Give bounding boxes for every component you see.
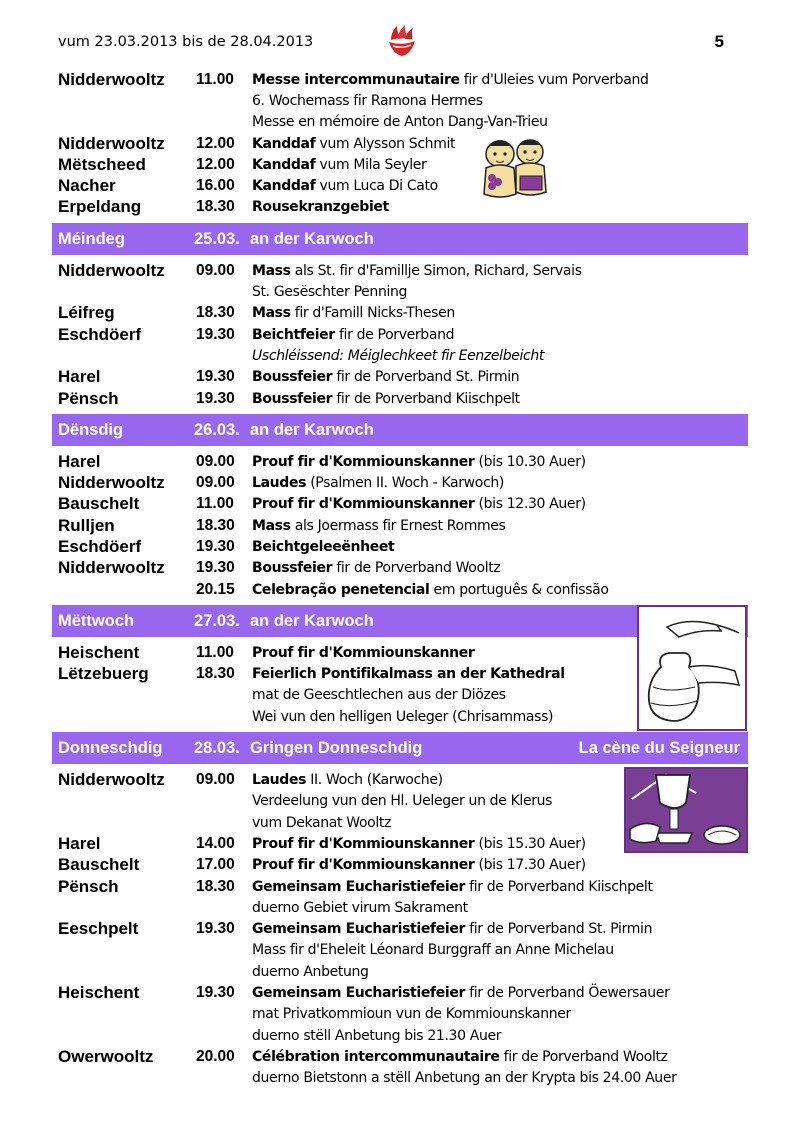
place-name: Nidderwooltz — [58, 558, 165, 578]
event-detail: duerno Anbetung — [252, 963, 369, 980]
event-description — [252, 985, 748, 1001]
event-detail: (bis 15.30 Auer) — [474, 835, 586, 852]
event-description — [252, 284, 748, 300]
event-time: 19.30 — [196, 537, 235, 555]
place-name: Harel — [58, 451, 101, 471]
schedule-row — [58, 855, 748, 876]
event-detail: mat de Geeschtlechen aus der Diözes — [252, 687, 506, 704]
date-range: vum 23.03.2013 bis de 28.04.2013 — [58, 34, 314, 50]
event-description — [252, 475, 748, 491]
place-name: Nidderwooltz — [58, 260, 165, 280]
event-note: Uschléissend: Méiglechkeet fir Eenzelbeicht — [252, 347, 545, 364]
event-detail: vum Luca Di Cato — [315, 178, 438, 195]
event-description — [252, 879, 748, 895]
schedule-row — [58, 961, 748, 982]
event-description — [252, 1006, 748, 1022]
schedule-list — [58, 69, 748, 1089]
event-detail: Wei vun den helligen Ueleger (Chrisammass) — [252, 708, 554, 725]
event-description — [252, 263, 748, 279]
event-time: 18.30 — [196, 665, 235, 683]
event-description — [252, 72, 748, 88]
event-title: Gemeinsam Eucharistiefeier — [252, 878, 466, 895]
event-detail: fir de Porverband — [334, 326, 455, 343]
event-title: Celebração penetencial — [252, 581, 430, 598]
place-name: Lëtzebuerg — [58, 664, 149, 684]
event-detail: (bis 12.30 Auer) — [474, 496, 586, 513]
schedule-row — [58, 345, 748, 366]
event-time: 18.30 — [196, 877, 235, 895]
event-detail: fir de Porverband Wooltz — [332, 560, 501, 577]
place-name: Erpeldang — [58, 197, 142, 217]
place-name: Harel — [58, 833, 101, 853]
event-title: Mass — [252, 262, 291, 279]
place-name: Pënsch — [58, 388, 119, 408]
schedule-row — [58, 515, 748, 536]
event-detail: Verdeelung vun den Hl. Ueleger un de Klerus — [252, 793, 553, 810]
schedule-row — [58, 69, 748, 90]
event-title: Boussfeier — [252, 369, 333, 386]
place-name: Heischent — [58, 642, 140, 662]
place-name: Rulljen — [58, 515, 115, 535]
event-description — [252, 391, 748, 407]
event-description — [252, 1028, 748, 1044]
event-detail: fir de Porverband St. Pirmin — [332, 369, 520, 386]
schedule-row — [58, 451, 748, 472]
schedule-row — [58, 876, 748, 897]
event-title: Boussfeier — [252, 560, 333, 577]
place-name: Mëtscheed — [58, 154, 146, 174]
event-description — [252, 305, 748, 321]
schedule-row — [58, 260, 748, 281]
event-detail: vum Alysson Schmit — [315, 135, 456, 152]
event-time: 09.00 — [196, 452, 235, 470]
event-title: Beichtfeier — [252, 326, 335, 343]
event-time: 18.30 — [196, 516, 235, 534]
day-name: Dënsdig — [58, 420, 124, 439]
page-header — [58, 32, 724, 56]
place-name: Bauschelt — [58, 855, 140, 875]
schedule-row — [58, 175, 748, 196]
schedule-row — [58, 388, 748, 409]
event-title: Prouf fir d'Kommiounskanner — [252, 496, 475, 513]
event-time: 17.00 — [196, 856, 235, 874]
day-name: Méindeg — [58, 229, 125, 248]
schedule-row — [58, 367, 748, 388]
schedule-row — [58, 579, 748, 600]
schedule-row — [58, 197, 748, 218]
day-date: 28.03. — [194, 738, 240, 757]
day-subtitle: La cène du Seigneur — [578, 738, 740, 757]
schedule-row — [58, 919, 748, 940]
event-title: Mass — [252, 305, 291, 322]
day-name: Mëttwoch — [58, 611, 135, 630]
event-time: 19.30 — [196, 984, 235, 1002]
event-title: Gemeinsam Eucharistiefeier — [252, 985, 466, 1002]
event-time: 18.30 — [196, 304, 235, 322]
schedule-row — [58, 1068, 748, 1089]
event-time: 11.00 — [196, 643, 234, 661]
event-description — [252, 942, 748, 958]
schedule-row — [58, 1004, 748, 1025]
event-description — [252, 582, 748, 598]
place-name: Nidderwooltz — [58, 133, 165, 153]
event-time: 16.00 — [196, 177, 235, 195]
event-title: Laudes — [252, 772, 307, 789]
event-time: 19.30 — [196, 368, 235, 386]
schedule-row — [58, 897, 748, 918]
event-description — [252, 1070, 748, 1086]
event-time: 11.00 — [196, 70, 234, 88]
event-description — [252, 921, 748, 937]
event-title: Prouf fir d'Kommiounskanner — [252, 835, 475, 852]
day-header-donneschdig — [52, 732, 748, 764]
event-time: 19.30 — [196, 559, 235, 577]
event-description — [252, 93, 748, 109]
event-title: Gemeinsam Eucharistiefeier — [252, 921, 466, 938]
event-time: 14.00 — [196, 834, 235, 852]
event-time: 09.00 — [196, 771, 235, 789]
event-title: Prouf fir d'Kommiounskanner — [252, 644, 475, 661]
event-description — [252, 518, 748, 534]
event-detail: duerno Bietstonn a stëll Anbetung an der Krypta bis 24.00 Auer — [252, 1070, 677, 1087]
event-time: 20.00 — [196, 1047, 235, 1065]
event-detail: Messe en mémoire de Anton Dang-Van-Trieu — [252, 114, 548, 131]
event-detail: (bis 10.30 Auer) — [474, 453, 586, 470]
schedule-row — [58, 133, 748, 154]
day-title: an der Karwoch — [250, 420, 374, 439]
event-detail: (Psalmen II. Woch - Karwoch) — [306, 475, 504, 492]
event-time: 19.30 — [196, 389, 235, 407]
place-name: Owerwooltz — [58, 1046, 154, 1066]
event-detail: fir de Porverband Öewersauer — [465, 985, 670, 1002]
event-detail: mat Privatkommioun vun de Kommiounskanner — [252, 1006, 571, 1023]
event-detail: vum Mila Seyler — [315, 156, 427, 173]
day-date: 26.03. — [194, 420, 240, 439]
baptism-babies-illustration — [478, 132, 552, 202]
event-detail: vum Dekanat Wooltz — [252, 814, 392, 831]
event-title: Mass — [252, 517, 291, 534]
event-description — [252, 900, 748, 916]
event-description — [252, 348, 748, 364]
event-detail: fir de Porverband Kiischpelt — [465, 878, 653, 895]
event-description — [252, 539, 748, 555]
event-description — [252, 496, 748, 512]
schedule-row — [58, 303, 748, 324]
anointing-oil-jar-illustration — [637, 605, 747, 731]
event-detail: fir de Porverband Wooltz — [499, 1048, 668, 1065]
event-title: Prouf fir d'Kommiounskanner — [252, 857, 475, 874]
event-time: 11.00 — [196, 495, 234, 513]
event-description — [252, 327, 748, 343]
place-name: Bauschelt — [58, 494, 140, 514]
event-description — [252, 964, 748, 980]
event-time: 18.30 — [196, 198, 235, 216]
day-title: an der Karwoch — [250, 611, 374, 630]
event-time: 20.15 — [196, 580, 235, 598]
event-detail: als Joermass fir Ernest Rommes — [290, 517, 506, 534]
event-description — [252, 369, 748, 385]
chalice-and-bread-illustration — [624, 767, 748, 853]
day-title: an der Karwoch — [250, 229, 374, 248]
schedule-row — [58, 1025, 748, 1046]
day-header-meindeg — [52, 223, 748, 255]
event-detail: St. Gesëschter Penning — [252, 284, 408, 301]
schedule-row — [58, 494, 748, 515]
event-detail: fir de Porverband St. Pirmin — [465, 921, 653, 938]
event-detail: duerno stëll Anbetung bis 21.30 Auer — [252, 1027, 502, 1044]
day-date: 25.03. — [194, 229, 240, 248]
place-name: Eschdöerf — [58, 536, 142, 556]
schedule-row — [58, 112, 748, 133]
event-title: Kanddaf — [252, 135, 316, 152]
schedule-row — [58, 982, 748, 1003]
event-time: 19.30 — [196, 325, 235, 343]
event-title: Feierlich Pontifikalmass an der Kathedral — [252, 666, 565, 683]
schedule-row — [58, 154, 748, 175]
schedule-row — [58, 558, 748, 579]
day-date: 27.03. — [194, 611, 240, 630]
schedule-row — [58, 90, 748, 111]
place-name: Nidderwooltz — [58, 473, 165, 493]
event-detail: 6. Wochemass fir Ramona Hermes — [252, 92, 483, 109]
place-name: Nacher — [58, 176, 116, 196]
schedule-row — [58, 324, 748, 345]
schedule-row — [58, 536, 748, 557]
place-name: Heischent — [58, 983, 140, 1003]
parish-flame-logo-icon — [385, 24, 419, 65]
event-time: 19.30 — [196, 920, 235, 938]
page-number: 5 — [714, 32, 724, 51]
event-title: Laudes — [252, 475, 307, 492]
event-description — [252, 114, 748, 130]
event-detail: als St. fir d'Famillje Simon, Richard, Servais — [290, 262, 582, 279]
place-name: Harel — [58, 367, 101, 387]
event-title: Célébration intercommunautaire — [252, 1048, 500, 1065]
event-time: 09.00 — [196, 474, 235, 492]
event-time: 12.00 — [196, 155, 235, 173]
place-name: Eeschpelt — [58, 919, 139, 939]
event-detail: fir d'Uleies vum Porverband — [459, 71, 649, 88]
event-title: Kanddaf — [252, 178, 316, 195]
event-title: Rousekranzgebiet — [252, 199, 389, 216]
event-detail: Mass fir d'Eheleit Léonard Burggraff an Anne Michelau — [252, 942, 614, 959]
event-title: Beichtgeleeënheet — [252, 538, 395, 555]
event-detail: fir de Porverband Kiischpelt — [332, 390, 520, 407]
event-detail: (bis 17.30 Auer) — [474, 857, 586, 874]
place-name: Nidderwooltz — [58, 69, 165, 89]
event-description — [252, 560, 748, 576]
event-description — [252, 454, 748, 470]
event-title: Messe intercommunautaire — [252, 71, 460, 88]
place-name: Pënsch — [58, 876, 119, 896]
event-detail: em português & confissão — [429, 581, 609, 598]
event-title: Kanddaf — [252, 156, 316, 173]
place-name: Eschdöerf — [58, 324, 142, 344]
event-title: Prouf fir d'Kommiounskanner — [252, 453, 475, 470]
schedule-row — [58, 1046, 748, 1067]
day-title: Gringen Donneschdig — [250, 738, 423, 757]
event-time: 09.00 — [196, 261, 235, 279]
day-name: Donneschdig — [58, 738, 163, 757]
event-title: Boussfeier — [252, 390, 333, 407]
schedule-row — [58, 281, 748, 302]
place-name: Léifreg — [58, 303, 115, 323]
event-detail: fir d'Famill Nicks-Thesen — [290, 305, 455, 322]
day-header-densdig — [52, 414, 748, 446]
event-description — [252, 857, 748, 873]
event-detail: duerno Gebiet virum Sakrament — [252, 899, 468, 916]
schedule-row — [58, 940, 748, 961]
event-time: 12.00 — [196, 134, 235, 152]
schedule-row — [58, 472, 748, 493]
place-name: Nidderwooltz — [58, 770, 165, 790]
event-detail: II. Woch (Karwoche) — [306, 772, 443, 789]
event-description — [252, 1049, 748, 1065]
